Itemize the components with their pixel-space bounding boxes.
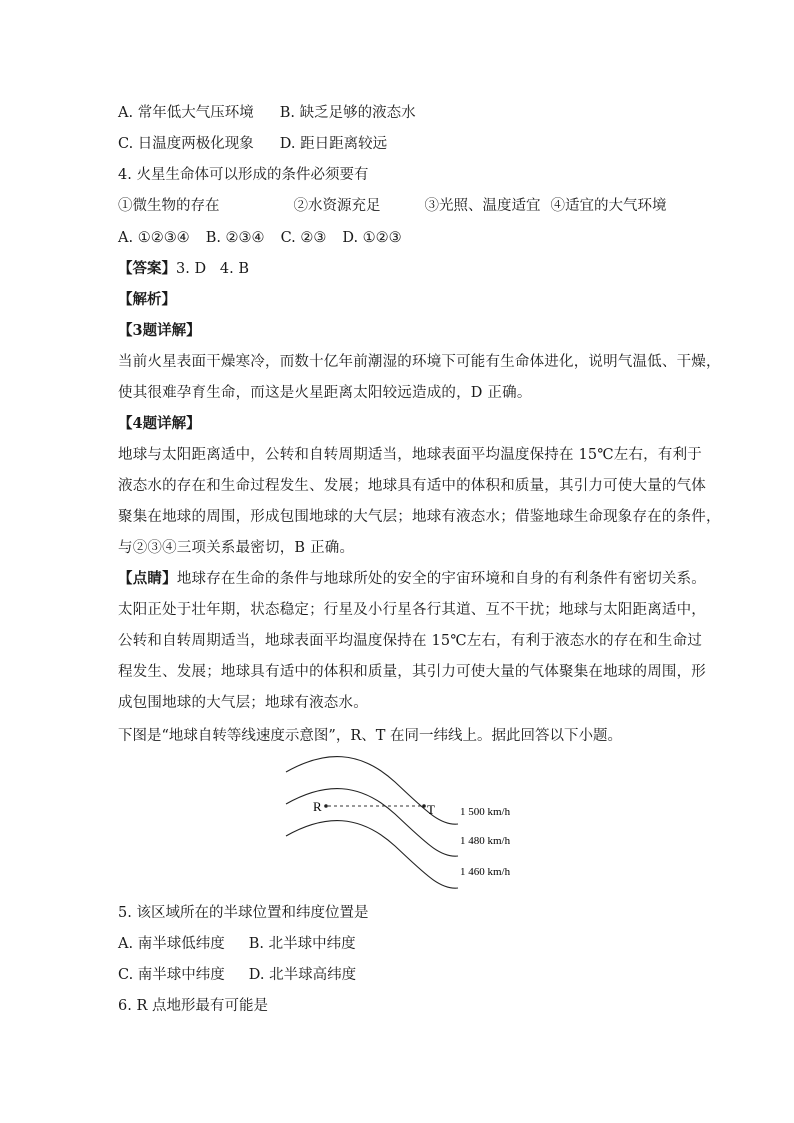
isoline-velocity-figure [0, 752, 794, 902]
highlight-line-1 [118, 569, 706, 589]
q4-detail-line-1: 地球与太阳距离适中，公转和自转周期适当，地球表面平均温度保持在 15℃左右，有利于 [118, 447, 702, 463]
q3-detail-line-1: 当前火星表面干燥寒冷，而数十亿年前潮湿的环境下可能有生命体进化，说明气温低、干燥， [118, 354, 721, 370]
q5-options-row-1 [118, 934, 356, 954]
q3-option-b: B. 缺乏足够的液态水 [279, 105, 416, 121]
q4-detail-line-4: 与②③④三项关系最密切，B 正确。 [118, 540, 355, 556]
isoline-label-1460: 1 460 km/h [460, 866, 511, 878]
q4-options [118, 228, 402, 248]
q4-item-4: ④适宜的大气环境 [550, 198, 667, 214]
highlight-line-4: 程发生、发展；地球具有适中的体积和质量，其引力可使大量的气体聚集在地球的周围，形 [118, 664, 706, 680]
q4-detail-line-2: 液态水的存在和生命过程发生、发展；地球具有适中的体积和质量，其引力可使大量的气体 [118, 478, 706, 494]
q4-detail-line-3: 聚集在地球的周围，形成包围地球的大气层；地球有液态水；借鉴地球生命现象存在的条件， [118, 509, 721, 525]
q4-option-d: D. ①②③ [342, 230, 402, 246]
q3-detail-tag: 【3题详解】 [118, 322, 201, 339]
isoline-label-1480: 1 480 km/h [460, 835, 511, 847]
q4-item-3: ③光照、温度适宜 [424, 198, 541, 214]
answer-tag: 【答案】 [118, 260, 176, 277]
q4-option-c: C. ②③ [280, 230, 327, 246]
highlight-tag: 【点睛】 [118, 570, 177, 587]
q3-detail-line-2: 使其很难孕育生命，而这是火星距离太阳较远造成的，D 正确。 [118, 385, 532, 401]
q5-stem: 5. 该区域所在的半球位置和纬度位置是 [118, 905, 369, 921]
highlight-line-5: 成包围地球的大气层；地球有液态水。 [118, 695, 368, 711]
q4-detail-tag: 【4题详解】 [118, 415, 201, 432]
point-r-label: R [313, 799, 322, 814]
q4-item-2: ②水资源充足 [293, 198, 381, 214]
q3-options-row-1 [118, 103, 416, 123]
q3-option-c: C. 日温度两极化现象 [118, 136, 254, 152]
q4-option-b: B. ②③④ [205, 230, 265, 246]
q5-option-a: A. 南半球低纬度 [118, 936, 225, 952]
q4-items [118, 196, 667, 216]
isoline-1460 [286, 821, 458, 889]
highlight-line-3: 公转和自转周期适当，地球表面平均温度保持在 15℃左右，有利于液态水的存在和生命过 [118, 633, 702, 649]
q4-stem: 4. 火星生命体可以形成的条件必须要有 [118, 167, 369, 183]
q5-options-row-2 [118, 965, 356, 985]
analysis-tag: 【解析】 [118, 291, 176, 308]
q4-item-1: ①微生物的存在 [118, 198, 220, 214]
point-t-label: T [427, 802, 435, 817]
q3-option-a: A. 常年低大气压环境 [118, 105, 254, 121]
q3-options-row-2 [118, 134, 387, 154]
q5-option-b: B. 北半球中纬度 [248, 936, 356, 952]
q4-option-a: A. ①②③④ [118, 230, 190, 246]
q6-stem: 6. R 点地形最有可能是 [118, 998, 268, 1014]
figure-intro: 下图是“地球自转等线速度示意图”，R、T 在同一纬线上。据此回答以下小题。 [118, 728, 623, 744]
q3-option-d: D. 距日距离较远 [279, 136, 388, 152]
highlight-text-1: 地球存在生命的条件与地球所处的安全的宇宙环境和自身的有利条件有密切关系。 [176, 571, 707, 587]
highlight-line-2: 太阳正处于壮年期，状态稳定；行星及小行星各行其道、互不干扰；地球与太阳距离适中， [118, 602, 706, 618]
point-t-dot [422, 804, 426, 808]
answer-line [118, 259, 249, 279]
q5-option-d: D. 北半球高纬度 [248, 967, 357, 983]
q5-option-c: C. 南半球中纬度 [118, 967, 225, 983]
point-r-dot [324, 804, 328, 808]
answer-text: 3. D 4. B [176, 261, 249, 277]
isoline-label-1500: 1 500 km/h [460, 806, 511, 818]
isoline-1480 [286, 789, 458, 857]
